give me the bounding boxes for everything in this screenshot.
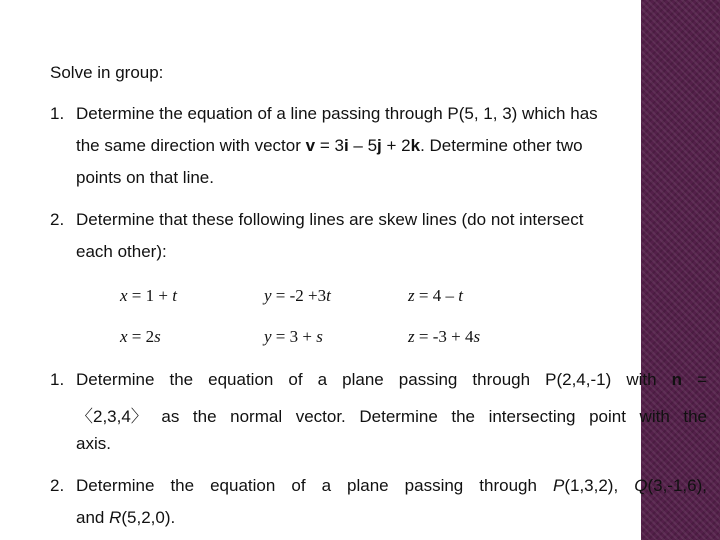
problem-3-line-3: axis.	[76, 434, 111, 453]
problem-2-line-2: each other):	[76, 242, 167, 261]
point-r-coords: (5,2,0).	[121, 508, 176, 527]
minus-5: – 5	[348, 136, 378, 155]
unit-k: k	[410, 136, 421, 155]
problem-3-line-1-text: Determine the equation of a plane passing through P(2,4,-1) with	[76, 370, 657, 389]
problem-3-number: 1.	[50, 370, 65, 389]
problem-1-line-2-tail: . Determine other two	[420, 136, 583, 155]
problem-1-number: 1.	[50, 104, 65, 123]
problem-2-number: 2.	[50, 210, 65, 229]
vector-v: v	[305, 136, 316, 155]
point-r-label: R	[109, 508, 122, 527]
vector-eq: = 3	[315, 136, 344, 155]
problem-1-line-2-text: the same direction with vector	[76, 136, 301, 155]
point-q-label: Q	[634, 476, 648, 495]
unit-i: i	[343, 136, 349, 155]
problem-4-and: and	[76, 508, 105, 527]
problem-3-line-1	[76, 370, 707, 390]
problem-4-number: 2.	[50, 476, 65, 495]
equation-y2: y = 3 + s	[264, 327, 323, 346]
normal-n: n	[671, 370, 682, 389]
slide-heading: Solve in group:	[50, 63, 164, 82]
unit-j: j	[377, 136, 382, 155]
problem-2-line-1: Determine that these following lines are skew lines (do not intersect	[76, 210, 584, 229]
equation-x2: x = 2s	[120, 327, 161, 346]
equation-z2: z = -3 + 4s	[408, 327, 481, 346]
point-p	[553, 476, 618, 495]
problem-1-line-2	[76, 136, 583, 156]
equation-y1: y = -2 +3t	[264, 286, 331, 305]
equation-z1: z = 4 – t	[408, 286, 463, 305]
point-q-coords: (3,-1,6),	[647, 476, 707, 495]
plus-2: + 2	[381, 136, 411, 155]
problem-1-line-1: Determine the equation of a line passing through P(5, 1, 3) which has	[76, 104, 598, 123]
problem-4-line-1	[76, 476, 707, 496]
point-p-label: P	[552, 476, 565, 495]
problem-1-line-3: points on that line.	[76, 168, 214, 187]
problem-3-line-2: 〈2,3,4〉 as the normal vector. Determine the intersecting point with the	[76, 407, 707, 426]
problem-4-line-2	[76, 508, 175, 528]
problem-4-line-1-text: Determine the equation of a plane passing through	[76, 476, 537, 495]
point-p-coords: (1,3,2),	[564, 476, 619, 495]
equation-x1: x = 1 + t	[120, 286, 177, 305]
point-q	[634, 476, 707, 495]
problem-3-eq-sign: =	[697, 370, 707, 389]
